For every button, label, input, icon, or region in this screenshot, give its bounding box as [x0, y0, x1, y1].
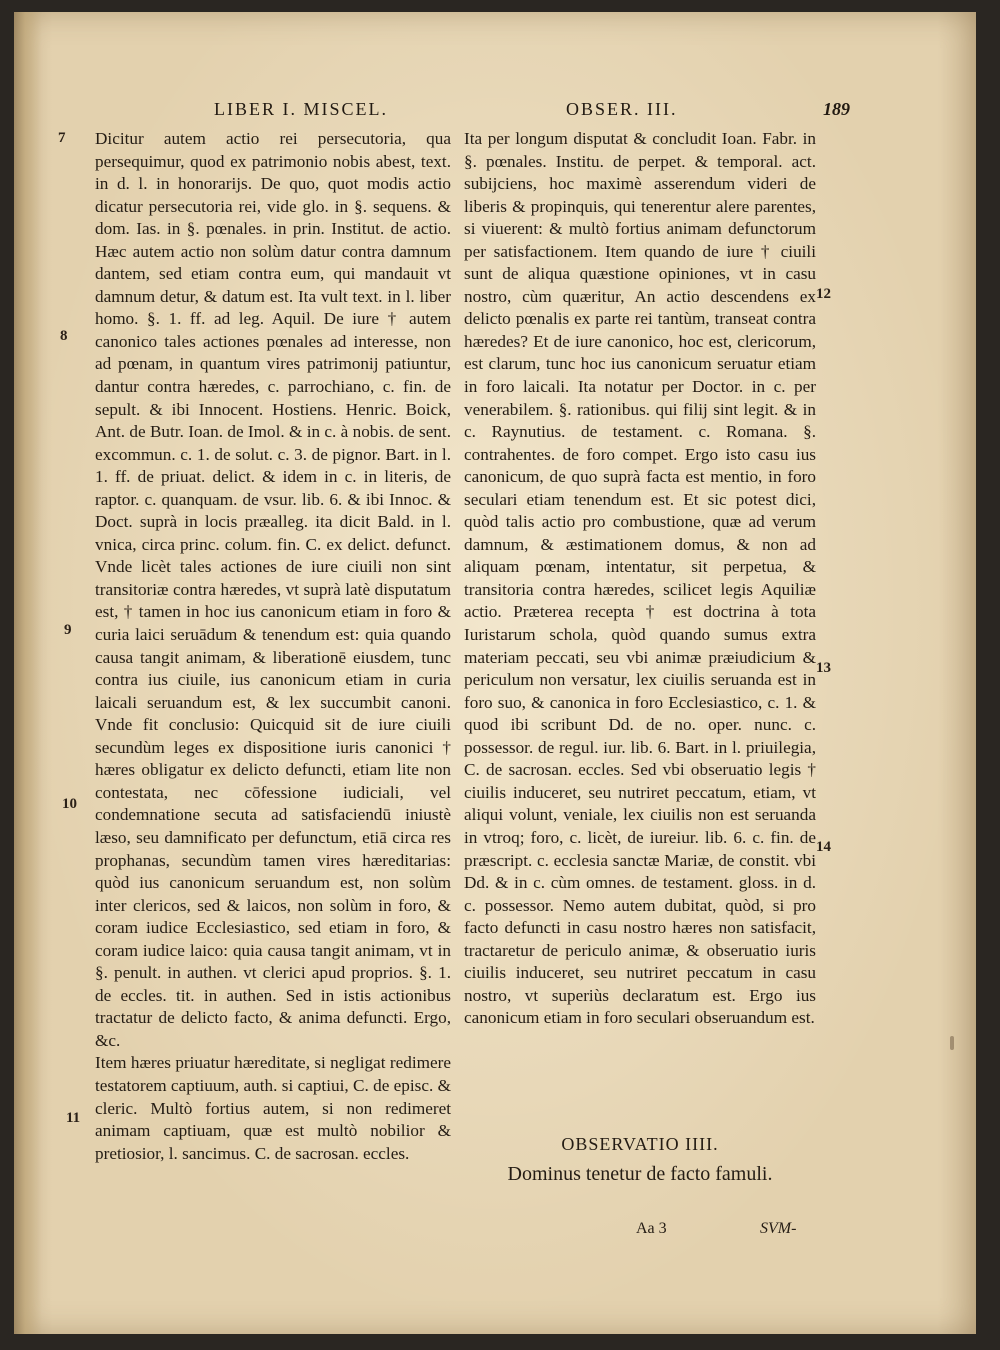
- margin-number-8: 8: [60, 328, 68, 344]
- margin-number-9: 9: [64, 622, 72, 638]
- margin-number-10: 10: [62, 796, 77, 812]
- signature-mark: Aa 3: [636, 1220, 667, 1237]
- catchword: SVM-: [760, 1220, 797, 1237]
- running-head-left: LIBER I. MISCEL.: [214, 99, 388, 119]
- left-column-paragraph-2: Item hæres priuatur hæreditate, si negligat redimere testatorem captiuum, auth. si captiui, C. de episc. & cleric. Multò fortius autem, si non redimeret animam captiuam, quæ est multò nobilior & pretiosior, l. sancimus. C. de sacrosan. eccles.: [95, 1053, 451, 1163]
- observation-title: OBSERVATIO IIII.: [561, 1134, 719, 1154]
- right-column: [464, 128, 816, 1030]
- page-number: 189: [823, 99, 850, 119]
- page-gutter: [14, 12, 42, 1334]
- margin-number-13: 13: [816, 660, 831, 676]
- margin-number-14: 14: [816, 839, 831, 855]
- running-head-right: OBSER. III.: [566, 99, 678, 119]
- book-page: [14, 12, 976, 1334]
- observation-subtitle: Dominus tenetur de facto famuli.: [507, 1163, 773, 1185]
- margin-number-12: 12: [816, 286, 831, 302]
- ink-smudge: [950, 1036, 954, 1050]
- left-column-paragraph-1: Dicitur autem actio rei persecutoria, qua persequimur, quod ex patrimonio nobis abest, text. in d. l. in honorarijs. De quo, quot modis actio dicatur persecutoria rei, vide glo. in §. sequens. & dom. Ias. in §. pœnales. in prin. Institut. de actio. Hæc autem actio non solùm datur contra damnum dantem, sed etiam contra eum, qui mandauit vt damnum detur, & datum est. Ita vult text. in l. liber homo. §. 1. ff. ad leg. Aquil. De iure † autem canonico tales actiones pœnales ad interesse, non ad pœnam, in quantum vires patrimonij patiuntur, dantur contra hæredes, c. parrochiano, c. fin. de sepult. & ibi Innocent. Hostiens. Henric. Boick, Ant. de Butr. Ioan. de Imol. & in c. à nobis. de sent. excommun. c. 1. de solut. c. 3. de pignor. Bart. in l. 1. ff. de priuat. delict. & idem in c. in literis, de raptor. c. quanquam. de vsur. lib. 6. & ibi Innoc. & Doct. suprà in locis præalleg. ita dicit Bald. in l. vnica, circa princ. colum. fin. C. ex delict. defunct. Vnde licèt tales actiones de iure ciuili non sint transitoriæ contra hæredes, vt suprà latè disputatum est, † tamen in hoc ius canonicum etiam in foro & curia laici seruādum & tenendum est: quia quando causa tangit animam, & liberationē eiusdem, tunc contra ius ciuile, ius canonicum etiam in curia laicali seruandum est, & lex succumbit canoni. Vnde fit conclusio: Quicquid sit de iure ciuili secundùm leges ex dispositione iuris canonici † hæres obligatur ex delicto defuncti, etiam lite non contestata, nec cōfessione iudiciali, vel condemnatione secuta ad satisfaciendū iniustè læso, seu damnificato per defunctum, etiā circa res prophanas, secundùm tamen vires hæreditarias: quòd ius canonicum seruandum est, non solùm inter clericos, sed & laicos, non solùm in foro, & coram iudice Ecclesiastico, sed etiam in foro, & coram iudice laico: quia causa tangit animam, vt in §. penult. in authen. vt clerici apud proprios. §. 1. de eccles. tit. in authen. Sed in istis actionibus tractatur de delicto facto, & anima defuncti. Ergo, &c.: [95, 129, 451, 1050]
- left-column: [95, 128, 451, 1165]
- right-column-paragraph-1: Ita per longum disputat & concludit Ioan. Fabr. in §. pœnales. Institu. de perpet. & temporal. act. subijciens, hoc maximè asserendum videri de liberis & propinquis, qui tenerentur alere parentes, si viuerent: & multò fortius animam defunctorum per satisfactionem. Item quando de iure † ciuili sunt de aliqua quæstione opiniones, vt in casu nostro, cùm quæritur, An actio descendens ex delicto pœnalis ex parte rei tantùm, transeat contra hæredes? Et de iure canonico, hoc est, clericorum, est clarum, tunc hoc ius canonicum seruatur etiam in foro laicali. Ita notatur per Doctor. in c. per venerabilem. §. rationibus. qui filij sint legit. & in c. Raynutius. de testament. c. Romana. §. contrahentes. de foro compet. Ergo isto casu ius canonicum, de quo suprà facta est mentio, in foro seculari etiam tenendum est. Et sic potest dici, quòd talis actio pro combustione, quæ ad verum damnum, & æstimationem domus, & non ad aliquam pœnam, intentatur, sit perpetua, & transitoria contra hæredes, scilicet legis Aquiliæ actio. Præterea recepta † est doctrina à tota Iuristarum schola, quòd quando sumus extra materiam peccati, seu vbi animæ præiudicium & periculum non versatur, lex ciuilis seruanda est in foro suo, & canonica in foro Ecclesiastico, c. 1. & quod ibi scribunt Dd. de no. oper. nunc. c. possessor. de regul. iur. lib. 6. Bart. in l. priuilegia, C. de sacrosan. eccles. Sed vbi obseruatio legis † ciuilis induceret, seu nutriret peccatum, etiam, vt aliqui volunt, veniale, lex ciuilis non est seruanda in vtroq; foro, c. licèt, de iureiur. lib. 6. c. fin. de præscript. c. ecclesia sanctæ Mariæ, de constit. vbi Dd. & in c. cùm omnes. de testament. gloss. in d. c. possessor. Nemo autem dubitat, quòd, si pro facto defuncti in casu nostro hæres non satisfacit, tractaretur de periculo animæ, & obseruatio iuris ciuilis induceret, seu nutriret peccatum in casu nostro, vt superiùs declaratum est. Ergo ius canonicum etiam in foro seculari obseruandum est.: [464, 129, 816, 1028]
- margin-number-7: 7: [58, 130, 66, 146]
- margin-number-11: 11: [66, 1110, 81, 1126]
